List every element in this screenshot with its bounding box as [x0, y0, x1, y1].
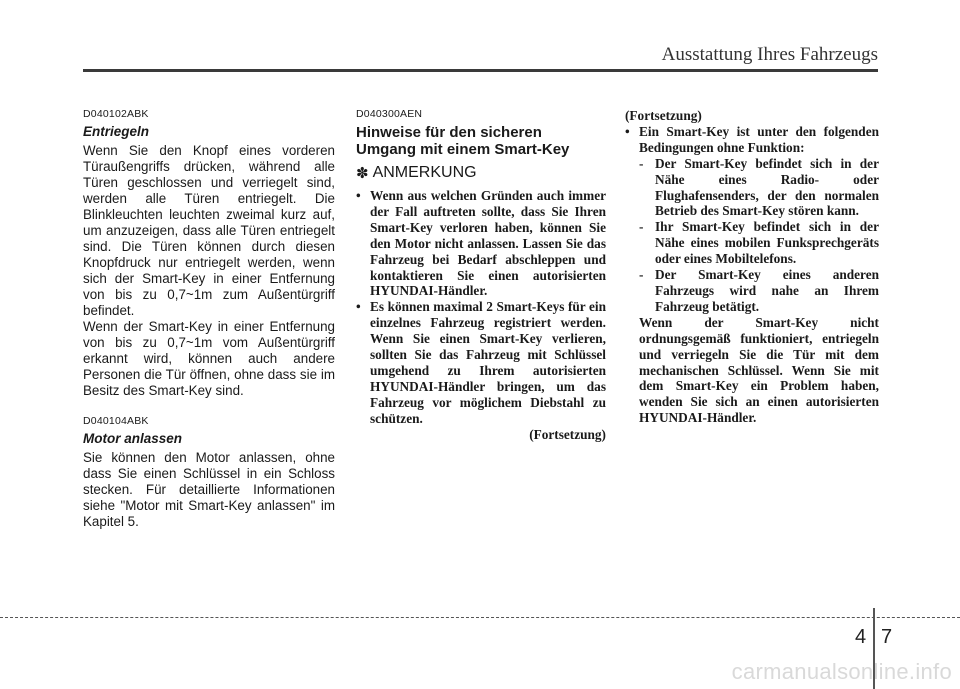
paragraph-malfunction: Wenn der Smart-Key nicht ordnungsgemäß funktioniert, entriegeln und verriegeln Sie die Tür mit dem mechanischen Schlüssel. Wenn Sie mit dem Smart-Key ein Problem haben, wenden Sie sich an einen autorisierten HYUNDAI-Händler.: [639, 314, 879, 426]
continued-label: (Fortsetzung): [529, 426, 606, 442]
bullet-icon: •: [356, 299, 361, 315]
paragraph-unlock-range: Wenn der Smart-Key in einer Entfernung von bis zu 0,7~1m vom Außentürgriff erkannt wird, können auch andere Personen die Tür öffnen, ohne dass sie im Besitz des Smart-Key sind.: [83, 319, 335, 398]
bullet-icon: •: [356, 188, 361, 203]
chapter-number: 4: [855, 626, 867, 648]
paragraph-engine-start: Sie können den Motor anlassen, ohne dass Sie einen Schlüssel in ein Schloss stecken. Für detaillierte Informationen siehe "Motor mit Smart-Key anlassen" im Kapitel 5.: [83, 450, 335, 529]
list-item-text: Es können maximal 2 Smart-Keys für ein einzelnes Fahrzeug registriert werden. Wenn Sie einen Smart-Key verlieren, sollten Sie das Fahrzeug mit Schlüssel umgehend zu Ihrem autorisierten HYUNDAI-Händler bringen, um das Fahrzeug vor möglichem Diebstahl zu schützen.: [370, 299, 606, 426]
list-item: [639, 156, 879, 220]
list-item: [639, 219, 879, 267]
section-code: D040300AEN: [356, 108, 423, 120]
note-star-icon: ✽: [356, 165, 369, 182]
header-divider: [83, 69, 878, 72]
continued-label: (Fortsetzung): [625, 108, 702, 123]
column-right: [625, 108, 879, 426]
list-item: [356, 188, 606, 299]
section-heading: Hinweise für den sicheren Umgang mit einem Smart-Key: [356, 124, 570, 158]
column-left: [83, 108, 335, 530]
list-item-text: Wenn aus welchen Gründen auch immer der Fall auftreten sollte, dass Sie Ihren Smart-Key verloren haben, können Sie den Motor nicht anlassen. Lassen Sie das Fahrzeug bei Bedarf abschleppen und kontaktieren Sie einen autorisierten HYUNDAI-Händler.: [370, 188, 606, 299]
list-item-text: Ihr Smart-Key befindet sich in der Nähe eines mobilen Funksprechgeräts oder eines Mobiltelefons.: [655, 219, 879, 267]
section-title: Ausstattung Ihres Fahrzeugs: [661, 44, 878, 65]
bullet-icon: •: [625, 123, 630, 139]
subheading-motor-anlassen: Motor anlassen: [83, 431, 183, 446]
page-number: 7: [881, 626, 893, 648]
dash-marker: -: [639, 219, 644, 235]
note-heading: [356, 164, 606, 182]
section-code: D040104ABK: [83, 415, 149, 427]
paragraph-unlock: Wenn Sie den Knopf eines vorderen Türaußengriffs drücken, während alle Türen geschlossen und verriegelt sind, werden alle Türen entriegelt. Die Blinkleuchten leuchten zweimal kurz auf, um anzuzeigen, dass alle Türen entriegelt sind. Die Türen können durch diesen Knopfdruck nur entriegelt werden, wenn sich der Smart-Key in einer Entfernung von bis zu 0,7~1m zum Außentürgriff befindet.: [83, 143, 335, 318]
list-item: [639, 267, 879, 315]
list-item: [625, 124, 879, 156]
list-item: [356, 299, 606, 426]
watermark: carmanualsonline.info: [731, 659, 952, 684]
dash-marker: -: [639, 155, 644, 171]
footer-divider: [0, 617, 960, 618]
dash-marker: -: [639, 267, 644, 283]
note-label: ANMERKUNG: [372, 164, 477, 181]
list-item-text: Der Smart-Key eines anderen Fahrzeugs wird nahe an Ihrem Fahrzeug betätigt.: [655, 267, 879, 314]
subheading-entriegeln: Entriegeln: [83, 124, 150, 139]
section-code: D040102ABK: [83, 108, 149, 120]
list-item-text: Ein Smart-Key ist unter den folgenden Bedingungen ohne Funktion:: [639, 123, 879, 155]
column-middle: [356, 108, 606, 443]
list-item-text: Der Smart-Key befindet sich in der Nähe eines Radio- oder Flughafensenders, der den normalen Betrieb des Smart-Key stören kann.: [655, 155, 879, 219]
